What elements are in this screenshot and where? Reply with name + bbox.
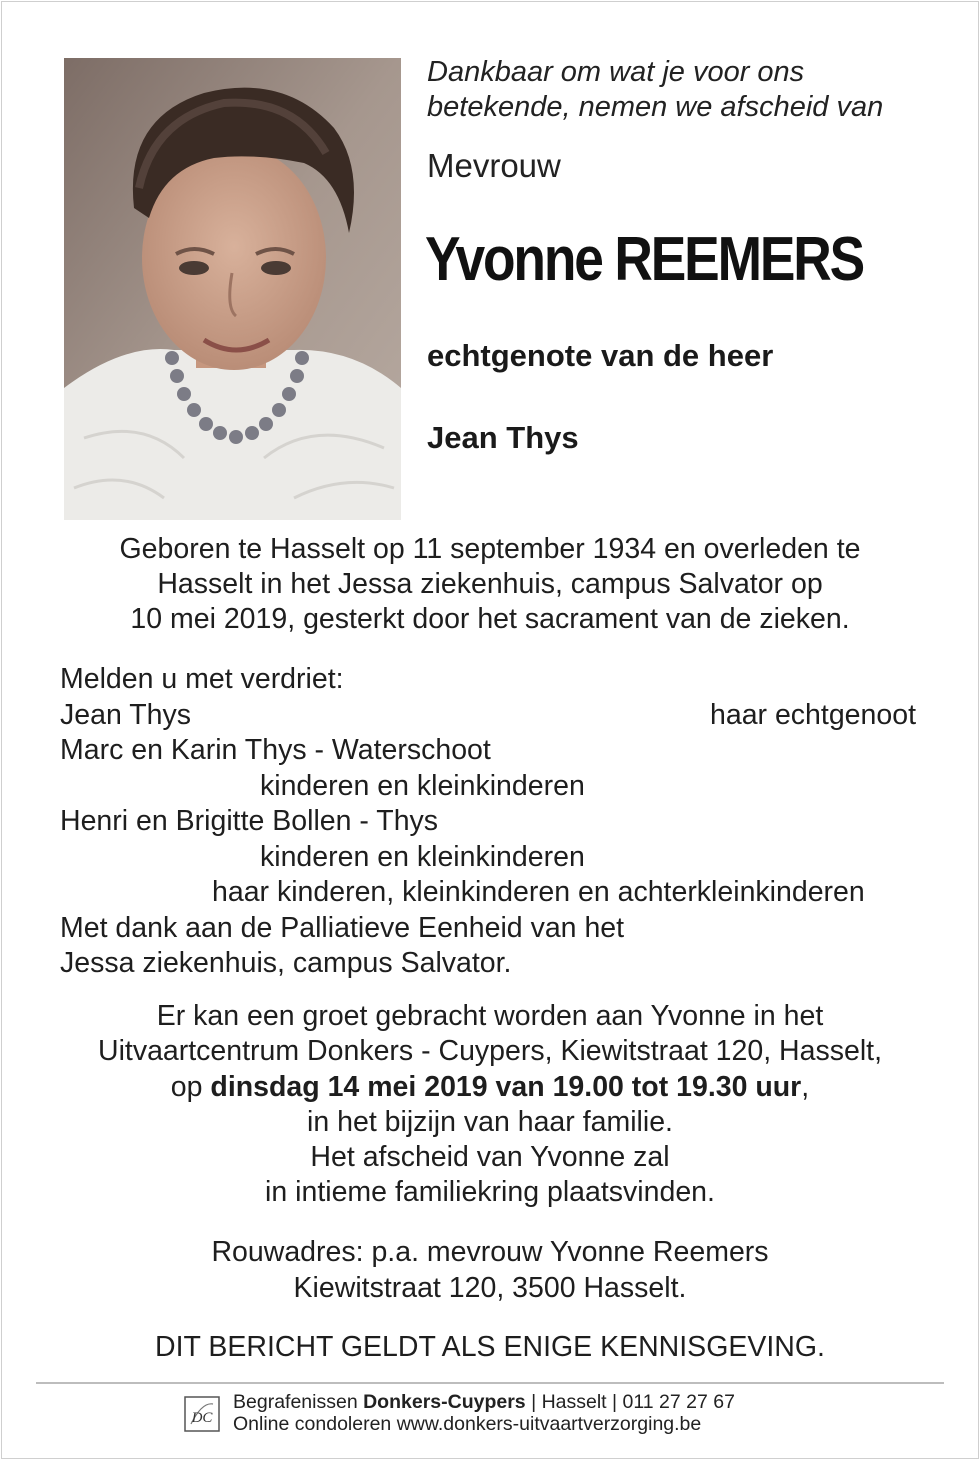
address-line: Rouwadres: p.a. mevrouw Yvonne Reemers [211,1236,769,1268]
intro-text [427,55,947,125]
spouse-intro: echtgenote van de heer [427,338,774,373]
visit-line: in het bijzijn van haar familie. [307,1105,673,1138]
visit-datetime: dinsdag 14 mei 2019 van 19.00 tot 19.30 uur [210,1070,802,1103]
visit-prefix: op [170,1070,211,1103]
mourners-list [60,662,920,982]
mourners-heading: Melden u met verdriet: [60,663,344,695]
thanks-line: Jessa ziekenhuis, campus Salvator. [60,947,512,979]
intro-line: betekende, nemen we afscheid van [427,91,884,123]
visit-line: in intieme familiekring plaatsvinden. [265,1176,715,1209]
footer-condolence-link[interactable]: Online condoleren www.donkers-uitvaartverzorging.be [233,1413,702,1435]
birth-line: 10 mei 2019, gesterkt door het sacrament van de zieken. [130,603,850,635]
visit-line [0,1070,980,1105]
birth-death-details [0,532,980,637]
footer-line [233,1391,735,1413]
footer-prefix: Begrafenissen [233,1391,364,1413]
mourning-address [0,1235,980,1306]
mourner-relation: haar echtgenoot [710,698,916,731]
intro-line: Dankbaar om wat je voor ons [427,56,805,88]
footer-phone: 011 27 27 67 [622,1391,735,1413]
footer-company: Donkers-Cuypers [363,1391,526,1413]
mourner-name: Marc en Karin Thys - Waterschoot [60,734,491,766]
thanks-line: Met dank aan de Palliatieve Eenheid van het [60,911,625,944]
visit-line: Uitvaartcentrum Donkers - Cuypers, Kiewitstraat 120, Hasselt, [97,1035,883,1068]
footer-separator: | [525,1391,542,1413]
mourner-relation: kinderen en kleinkinderen [260,769,585,802]
spouse-name: Jean Thys [427,420,579,455]
footer-city: Hasselt [541,1391,607,1413]
mourner-relation: kinderen en kleinkinderen [260,840,585,873]
deceased-name: Yvonne REEMERS [425,225,864,294]
birth-line: Geboren te Hasselt op 11 september 1934 en overleden te [119,533,861,565]
mourner-name: Jean Thys [60,698,191,731]
portrait-photo-icon [64,58,401,520]
notice-text: DIT BERICHT GELDT ALS ENIGE KENNISGEVING. [155,1331,825,1363]
honorific-title: Mevrouw [427,147,561,184]
logo-text: DC [191,1410,213,1426]
visit-line: Het afscheid van Yvonne zal [310,1141,670,1174]
donkers-cuypers-logo-icon [182,1394,222,1434]
visit-suffix: , [801,1070,810,1103]
footer-separator: | [606,1391,623,1413]
mourner-row [60,698,920,734]
address-line: Kiewitstraat 120, 3500 Hasselt. [293,1271,687,1304]
footer-divider [36,1382,944,1384]
visit-line: Er kan een groet gebracht worden aan Yvonne in het [156,1000,824,1032]
mourner-name: Henri en Brigitte Bollen - Thys [60,805,439,837]
visitation-details [0,999,980,1211]
footer-text [233,1391,735,1435]
mourner-relation: haar kinderen, kleinkinderen en achterkleinkinderen [212,876,865,908]
birth-line: Hasselt in het Jessa ziekenhuis, campus Salvator op [157,568,823,600]
